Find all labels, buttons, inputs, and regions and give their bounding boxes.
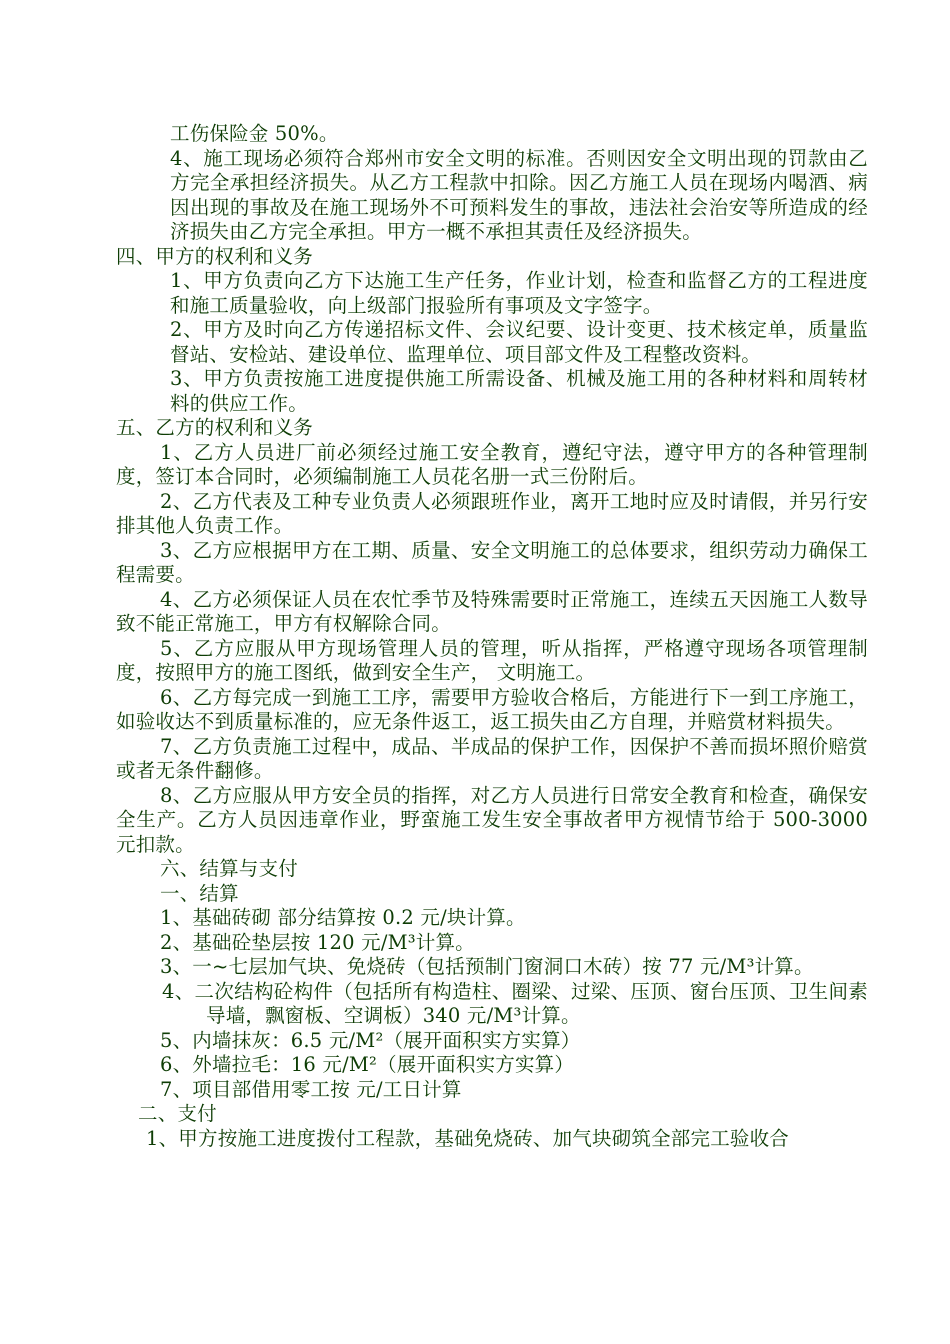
settlement-item-4: 4、二次结构砼构件（包括所有构造柱、圈梁、过梁、压顶、窗台压顶、卫生间素导墙，飘窗板、空调板）340 元/M³计算。 <box>162 979 868 1027</box>
settlement-item-2: 2、基础砼垫层按 120 元/M³计算。 <box>160 930 475 954</box>
paragraph-b-4: 4、乙方必须保证人员在农忙季节及特殊需要时正常施工，连续五天因施工人数导致不能正常施工，甲方有权解除合同。 <box>116 587 868 635</box>
settlement-item-7: 7、项目部借用零工按 元/工日计算 <box>160 1077 462 1101</box>
paragraph-b-8: 8、乙方应服从甲方安全员的指挥，对乙方人员进行日常安全教育和检查，确保安全生产。乙方人员因违章作业，野蛮施工发生安全事故者甲方视情节给于 500-3000 元扣款。 <box>116 783 868 856</box>
contract-text <box>116 122 868 1151</box>
heading-settlement-payment: 六、结算与支付 <box>160 857 298 880</box>
paragraph-b-3: 3、乙方应根据甲方在工期、质量、安全文明施工的总体要求，组织劳动力确保工程需要。 <box>116 538 868 586</box>
heading-settlement: 一、结算 <box>160 881 239 905</box>
paragraph-safety-standard: 4、施工现场必须符合郑州市安全文明的标准。否则因安全文明出现的罚款由乙方完全承担经济损失。从乙方工程款中扣除。因乙方施工人员在现场内喝酒、病因出现的事故及在施工现场外不可预料发生的事故，违法社会治安等所造成的经济损失由乙方完全承担。甲方一概不承担其责任及经济损失。 <box>170 146 868 243</box>
paragraph-a-2: 2、甲方及时向乙方传递招标文件、会议纪要、设计变更、技术核定单，质量监督站、安检站、建设单位、监理单位、项目部文件及工程整改资料。 <box>170 318 868 366</box>
paragraph-b-1: 1、乙方人员进厂前必须经过施工安全教育，遵纪守法，遵守甲方的各种管理制度，签订本合同时，必须编制施工人员花名册一式三份附后。 <box>116 440 868 488</box>
heading-party-b-rights: 五、乙方的权利和义务 <box>116 416 314 439</box>
paragraph-b-2: 2、乙方代表及工种专业负责人必须跟班作业，离开工地时应及时请假，并另行安排其他人负责工作。 <box>116 489 868 537</box>
settlement-item-3: 3、一~七层加气块、免烧砖（包括预制门窗洞口木砖）按 77 元/M³计算。 <box>160 955 814 978</box>
settlement-item-5: 5、内墙抹灰：6.5 元/M²（展开面积实方实算） <box>160 1028 581 1052</box>
payment-item-1: 1、甲方按施工进度拨付工程款，基础免烧砖、加气块砌筑全部完工验收合 <box>146 1126 790 1150</box>
paragraph-b-6: 6、乙方每完成一到施工工序，需要甲方验收合格后，方能进行下一到工序施工，如验收达不到质量标准的，应无条件返工，返工损失由乙方自理，并赔赏材料损失。 <box>116 685 868 733</box>
paragraph-b-5: 5、乙方应服从甲方现场管理人员的管理，听从指挥，严格遵守现场各项管理制度，按照甲方的施工图纸，做到安全生产， 文明施工。 <box>116 636 868 684</box>
heading-party-a-rights: 四、甲方的权利和义务 <box>116 244 314 268</box>
heading-payment: 二、支付 <box>138 1102 217 1125</box>
settlement-item-1: 1、基础砖砌 部分结算按 0.2 元/块计算。 <box>160 906 526 929</box>
settlement-item-6: 6、外墙拉毛：16 元/M²（展开面积实方实算） <box>160 1053 575 1076</box>
paragraph-a-3: 3、甲方负责按施工进度提供施工所需设备、机械及施工用的各种材料和周转材料的供应工作。 <box>170 367 868 415</box>
paragraph-b-7: 7、乙方负责施工过程中，成品、半成品的保护工作，因保护不善而损坏照价赔赏或者无条件翻修。 <box>116 734 868 782</box>
paragraph-a-1: 1、甲方负责向乙方下达施工生产任务，作业计划，检查和监督乙方的工程进度和施工质量验收，向上级部门报验所有事项及文字签字。 <box>170 269 868 317</box>
paragraph-injury-insurance: 工伤保险金 50%。 <box>170 122 339 145</box>
